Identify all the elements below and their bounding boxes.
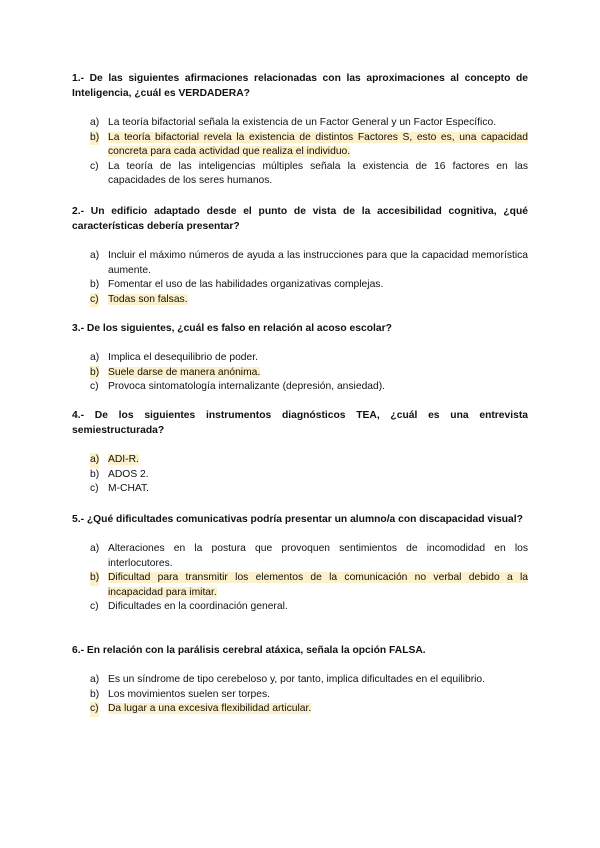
option-letter: a) bbox=[90, 352, 100, 363]
option-letter: b) bbox=[90, 688, 100, 700]
option-text-highlighted: ADI-R. bbox=[108, 454, 139, 465]
question-title: 4.- De los siguientes instrumentos diagnósticos TEA, ¿cuál es una entrevista semiestructurada? bbox=[72, 410, 528, 436]
option-text: Fomentar el uso de las habilidades organizativas complejas. bbox=[108, 279, 384, 291]
question-title: 1.- De las siguientes afirmaciones relacionadas con las aproximaciones al concepto de Inteligencia, ¿cuál es VERDADERA? bbox=[72, 73, 528, 99]
option-c bbox=[72, 293, 528, 308]
option-text: Dificultades en la coordinación general. bbox=[108, 601, 288, 613]
option-letter: c) bbox=[90, 702, 99, 717]
option-a bbox=[72, 542, 528, 571]
option-text: Incluir el máximo números de ayuda a las instrucciones para que la capacidad memorística aumente. bbox=[108, 250, 528, 276]
option-a bbox=[72, 249, 528, 278]
option-letter: c) bbox=[90, 293, 99, 308]
option-letter: b) bbox=[90, 131, 99, 146]
option-text: Alteraciones en la postura que provoquen sentimientos de incomodidad en los interlocutores. bbox=[108, 543, 528, 569]
option-c bbox=[72, 482, 528, 497]
option-letter: a) bbox=[90, 117, 100, 128]
option-text: ADOS 2. bbox=[108, 468, 149, 480]
option-a bbox=[72, 673, 528, 688]
option-text: Implica el desequilibrio de poder. bbox=[108, 352, 258, 363]
option-letter: c) bbox=[90, 483, 99, 495]
option-letter: b) bbox=[90, 571, 99, 586]
option-c bbox=[72, 600, 528, 615]
question-6 bbox=[72, 643, 528, 717]
option-letter: a) bbox=[90, 674, 100, 685]
option-text-highlighted: Todas son falsas. bbox=[108, 293, 188, 305]
question-2 bbox=[72, 204, 528, 307]
option-a bbox=[72, 116, 528, 131]
question-1 bbox=[72, 71, 528, 189]
question-title: 5.- ¿Qué dificultades comunicativas podría presentar un alumno/a con discapacidad visual? bbox=[72, 514, 523, 525]
option-b bbox=[72, 278, 528, 293]
question-title: 6.- En relación con la parálisis cerebral atáxica, señala la opción FALSA. bbox=[72, 645, 426, 656]
options-list bbox=[72, 116, 528, 189]
question-title: 3.- De los siguientes, ¿cuál es falso en relación al acoso escolar? bbox=[72, 323, 392, 334]
option-text-highlighted: Dificultad para transmitir los elementos de la comunicación no verbal debido a la incapacidad para imitar. bbox=[108, 572, 528, 598]
option-text: Es un síndrome de tipo cerebeloso y, por tanto, implica dificultades en el equilibrio. bbox=[108, 674, 485, 685]
option-b bbox=[72, 688, 528, 703]
options-list bbox=[72, 673, 528, 717]
option-b bbox=[72, 366, 528, 381]
options-list bbox=[72, 351, 528, 395]
option-c bbox=[72, 380, 528, 395]
option-text: Los movimientos suelen ser torpes. bbox=[108, 688, 270, 700]
option-letter: b) bbox=[90, 279, 100, 291]
option-text-highlighted: La teoría bifactorial revela la existencia de distintos Factores S, esto es, una capacidad concreta para cada actividad que realiza el individuo. bbox=[108, 131, 528, 158]
question-3 bbox=[72, 321, 528, 395]
option-text-highlighted: Suele darse de manera anónima. bbox=[108, 366, 261, 378]
option-text: La teoría bifactorial señala la existencia de un Factor General y un Factor Específico. bbox=[108, 117, 497, 128]
option-letter: a) bbox=[90, 250, 100, 261]
options-list bbox=[72, 453, 528, 497]
option-b bbox=[72, 468, 528, 483]
option-letter: c) bbox=[90, 601, 99, 613]
option-letter: c) bbox=[90, 381, 99, 393]
question-4 bbox=[72, 408, 528, 497]
option-c bbox=[72, 702, 528, 717]
question-5 bbox=[72, 512, 528, 615]
option-text: Provoca sintomatología internalizante (depresión, ansiedad). bbox=[108, 381, 386, 393]
option-a bbox=[72, 453, 528, 468]
option-text: La teoría de las inteligencias múltiples señala la existencia de 16 factores en las capacidades de los seres humanos. bbox=[108, 160, 528, 187]
option-letter: a) bbox=[90, 543, 100, 554]
option-text-highlighted: Da lugar a una excesiva flexibilidad articular. bbox=[108, 703, 312, 715]
option-b bbox=[72, 571, 528, 600]
question-title: 2.- Un edificio adaptado desde el punto de vista de la accesibilidad cognitiva, ¿qué características debería presentar? bbox=[72, 206, 528, 232]
options-list bbox=[72, 542, 528, 615]
option-letter: b) bbox=[90, 468, 100, 480]
option-b bbox=[72, 131, 528, 160]
option-text: M-CHAT. bbox=[108, 483, 149, 495]
options-list bbox=[72, 249, 528, 307]
option-a bbox=[72, 351, 528, 366]
option-letter: b) bbox=[90, 366, 99, 381]
option-letter: a) bbox=[90, 453, 99, 468]
option-c bbox=[72, 160, 528, 189]
option-letter: c) bbox=[90, 160, 99, 172]
